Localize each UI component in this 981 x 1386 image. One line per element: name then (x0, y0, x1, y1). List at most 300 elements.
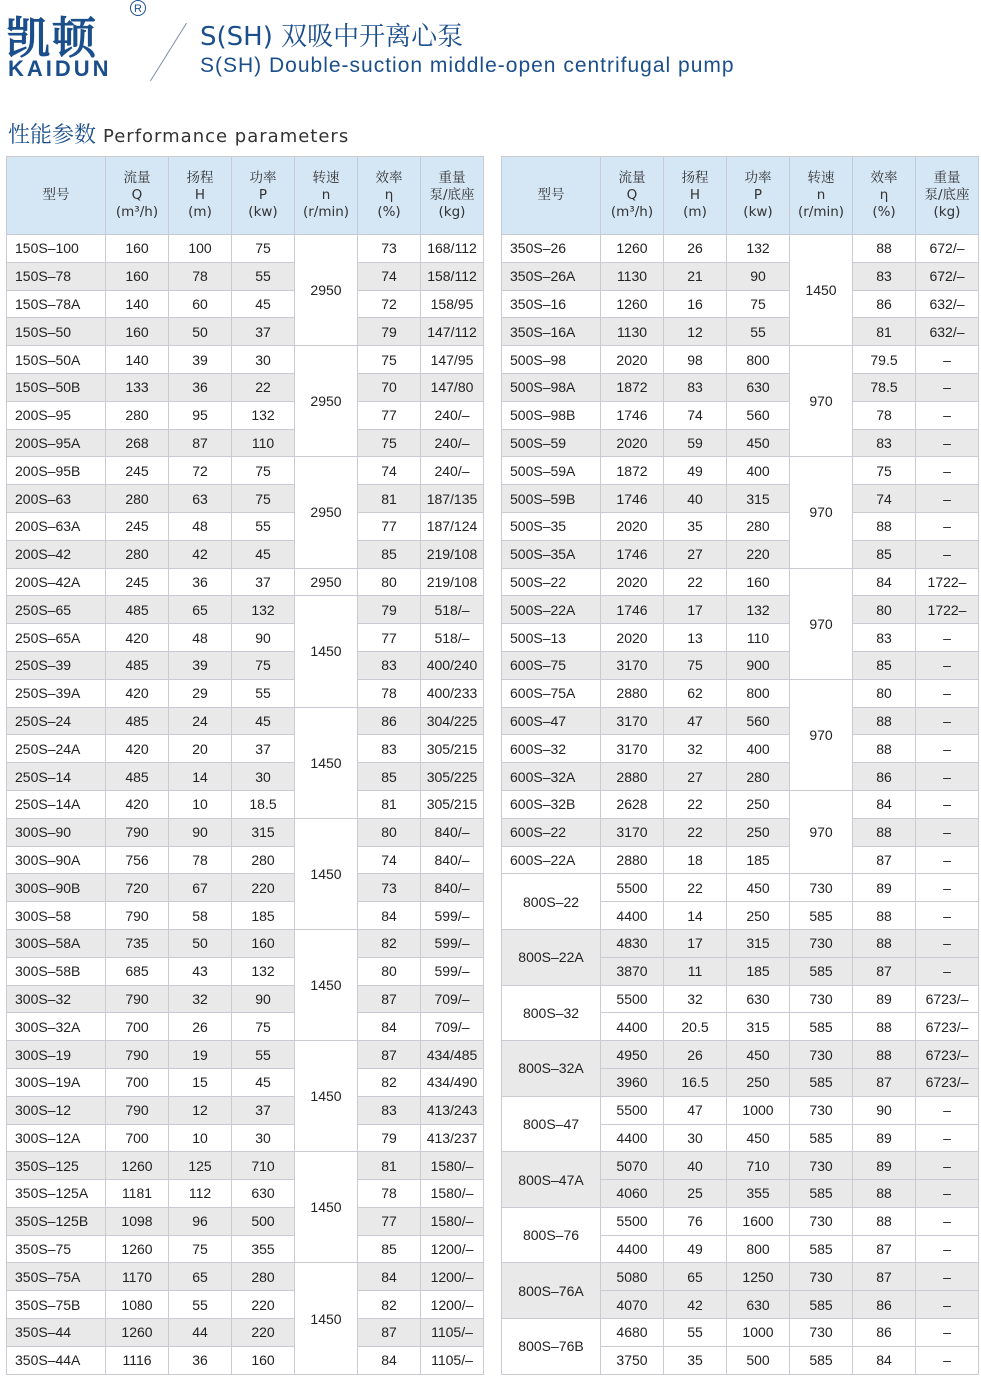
power-cell: 315 (232, 818, 295, 846)
power-cell: 75 (727, 290, 790, 318)
column-header-flow: 流量 Q (m³/h) (106, 157, 169, 235)
column-header-weight: 重量 泵/底座 (kg) (916, 157, 979, 235)
flow-cell: 268 (106, 429, 169, 457)
table-row (502, 512, 979, 540)
weight-cell: – (916, 373, 979, 401)
head-cell: 72 (169, 457, 232, 485)
model-cell: 350S–26 (502, 235, 601, 263)
speed-cell: 585 (790, 1180, 853, 1208)
weight-cell: 6723/– (916, 985, 979, 1013)
flow-cell: 790 (106, 818, 169, 846)
head-cell: 24 (169, 707, 232, 735)
table-row (502, 763, 979, 791)
weight-cell: 147/95 (421, 346, 484, 374)
weight-cell: 599/– (421, 929, 484, 957)
power-cell: 250 (727, 790, 790, 818)
power-cell: 75 (232, 235, 295, 263)
power-cell: 280 (232, 1263, 295, 1291)
efficiency-cell: 78 (358, 1180, 421, 1208)
efficiency-cell: 88 (853, 235, 916, 263)
weight-cell: – (916, 1180, 979, 1208)
weight-cell: 400/240 (421, 651, 484, 679)
efficiency-cell: 89 (853, 1124, 916, 1152)
table-row (7, 429, 484, 457)
head-cell: 39 (169, 651, 232, 679)
head-cell: 32 (664, 735, 727, 763)
head-cell: 15 (169, 1068, 232, 1096)
head-cell: 26 (664, 1041, 727, 1069)
flow-cell: 5500 (601, 1096, 664, 1124)
efficiency-cell: 87 (358, 985, 421, 1013)
power-cell: 450 (727, 429, 790, 457)
head-cell: 30 (664, 1124, 727, 1152)
table-row (7, 512, 484, 540)
weight-cell: 413/243 (421, 1096, 484, 1124)
divider-slash (150, 23, 187, 81)
flow-cell: 280 (106, 540, 169, 568)
model-cell: 800S–47A (502, 1152, 601, 1208)
weight-cell: – (916, 624, 979, 652)
head-cell: 47 (664, 707, 727, 735)
power-cell: 450 (727, 1041, 790, 1069)
efficiency-cell: 74 (853, 485, 916, 513)
flow-cell: 420 (106, 624, 169, 652)
efficiency-cell: 80 (358, 568, 421, 596)
flow-cell: 160 (106, 262, 169, 290)
power-cell: 75 (232, 485, 295, 513)
head-cell: 16 (664, 290, 727, 318)
flow-cell: 790 (106, 985, 169, 1013)
weight-cell: 599/– (421, 902, 484, 930)
model-cell: 250S–14A (7, 790, 106, 818)
model-cell: 350S–125 (7, 1152, 106, 1180)
speed-cell: 1450 (790, 235, 853, 346)
speed-cell: 730 (790, 1263, 853, 1291)
head-cell: 49 (664, 1235, 727, 1263)
head-cell: 59 (664, 429, 727, 457)
table-row (7, 1124, 484, 1152)
head-cell: 42 (169, 540, 232, 568)
weight-cell: – (916, 929, 979, 957)
weight-cell: – (916, 735, 979, 763)
table-row (7, 763, 484, 791)
table-row (502, 596, 979, 624)
speed-cell: 2950 (295, 346, 358, 457)
weight-cell: 599/– (421, 957, 484, 985)
speed-cell: 1450 (295, 818, 358, 929)
head-cell: 35 (664, 512, 727, 540)
model-cell: 350S–16 (502, 290, 601, 318)
head-cell: 12 (664, 318, 727, 346)
weight-cell: 187/135 (421, 485, 484, 513)
section-title (8, 118, 349, 149)
power-cell: 110 (232, 429, 295, 457)
flow-cell: 756 (106, 846, 169, 874)
flow-cell: 1746 (601, 485, 664, 513)
efficiency-cell: 82 (358, 1291, 421, 1319)
efficiency-cell: 79 (358, 596, 421, 624)
weight-cell: 1580/– (421, 1152, 484, 1180)
flow-cell: 3170 (601, 707, 664, 735)
table-row (502, 1096, 979, 1124)
flow-cell: 2020 (601, 624, 664, 652)
model-cell: 150S–100 (7, 235, 106, 263)
efficiency-cell: 84 (853, 1346, 916, 1374)
weight-cell: – (916, 874, 979, 902)
head-cell: 36 (169, 1346, 232, 1374)
efficiency-cell: 81 (358, 1152, 421, 1180)
power-cell: 250 (727, 902, 790, 930)
efficiency-cell: 73 (358, 235, 421, 263)
head-cell: 17 (664, 596, 727, 624)
power-cell: 400 (727, 457, 790, 485)
table-row (7, 679, 484, 707)
model-cell: 800S–47 (502, 1096, 601, 1152)
table-row (502, 790, 979, 818)
model-cell: 800S–32A (502, 1041, 601, 1097)
model-cell: 300S–90B (7, 874, 106, 902)
power-cell: 55 (232, 512, 295, 540)
flow-cell: 245 (106, 457, 169, 485)
speed-cell: 970 (790, 568, 853, 679)
weight-cell: 219/108 (421, 568, 484, 596)
weight-cell: 840/– (421, 874, 484, 902)
speed-cell: 730 (790, 929, 853, 957)
weight-cell: 1200/– (421, 1291, 484, 1319)
table-row (7, 568, 484, 596)
efficiency-cell: 89 (853, 985, 916, 1013)
weight-cell: – (916, 429, 979, 457)
power-cell: 55 (232, 679, 295, 707)
efficiency-cell: 89 (853, 1152, 916, 1180)
efficiency-cell: 73 (358, 874, 421, 902)
efficiency-cell: 77 (358, 624, 421, 652)
weight-cell: 840/– (421, 818, 484, 846)
head-cell: 10 (169, 1124, 232, 1152)
flow-cell: 700 (106, 1068, 169, 1096)
power-cell: 160 (727, 568, 790, 596)
flow-cell: 4680 (601, 1319, 664, 1347)
table-row (502, 290, 979, 318)
head-cell: 19 (169, 1041, 232, 1069)
model-cell: 300S–32 (7, 985, 106, 1013)
power-cell: 132 (232, 957, 295, 985)
power-cell: 355 (727, 1180, 790, 1208)
registered-mark-icon: R (130, 0, 146, 16)
flow-cell: 1746 (601, 596, 664, 624)
head-cell: 26 (664, 235, 727, 263)
column-header-weight: 重量 泵/底座 (kg) (421, 157, 484, 235)
table-row (502, 874, 979, 902)
table-row (7, 929, 484, 957)
performance-table-left (6, 156, 484, 1375)
table-row (7, 1041, 484, 1069)
efficiency-cell: 75 (358, 429, 421, 457)
flow-cell: 133 (106, 373, 169, 401)
model-cell: 300S–58 (7, 902, 106, 930)
power-cell: 500 (727, 1346, 790, 1374)
flow-cell: 4070 (601, 1291, 664, 1319)
model-cell: 300S–12A (7, 1124, 106, 1152)
weight-cell: – (916, 1319, 979, 1347)
flow-cell: 4060 (601, 1180, 664, 1208)
model-cell: 350S–75A (7, 1263, 106, 1291)
head-cell: 96 (169, 1207, 232, 1235)
flow-cell: 4950 (601, 1041, 664, 1069)
power-cell: 185 (232, 902, 295, 930)
table-row (502, 1263, 979, 1291)
flow-cell: 3170 (601, 735, 664, 763)
flow-cell: 5500 (601, 985, 664, 1013)
weight-cell: – (916, 512, 979, 540)
weight-cell: 413/237 (421, 1124, 484, 1152)
efficiency-cell: 80 (853, 679, 916, 707)
model-cell: 350S–75 (7, 1235, 106, 1263)
weight-cell: 240/– (421, 401, 484, 429)
weight-cell: – (916, 707, 979, 735)
head-cell: 55 (169, 1291, 232, 1319)
model-cell: 500S–22 (502, 568, 601, 596)
model-cell: 800S–76 (502, 1207, 601, 1263)
weight-cell: 158/112 (421, 262, 484, 290)
speed-cell: 585 (790, 1013, 853, 1041)
flow-cell: 4400 (601, 902, 664, 930)
head-cell: 74 (664, 401, 727, 429)
table-row (7, 1180, 484, 1208)
efficiency-cell: 78 (853, 401, 916, 429)
efficiency-cell: 70 (358, 373, 421, 401)
power-cell: 500 (232, 1207, 295, 1235)
model-cell: 350S–26A (502, 262, 601, 290)
weight-cell: 434/490 (421, 1068, 484, 1096)
model-cell: 800S–32 (502, 985, 601, 1041)
table-row (7, 818, 484, 846)
head-cell: 27 (664, 763, 727, 791)
power-cell: 315 (727, 929, 790, 957)
flow-cell: 3870 (601, 957, 664, 985)
efficiency-cell: 74 (358, 262, 421, 290)
speed-cell: 1450 (295, 707, 358, 818)
power-cell: 800 (727, 679, 790, 707)
speed-cell: 1450 (295, 1263, 358, 1374)
flow-cell: 2880 (601, 846, 664, 874)
flow-cell: 4400 (601, 1013, 664, 1041)
weight-cell: – (916, 457, 979, 485)
weight-cell: – (916, 957, 979, 985)
flow-cell: 5500 (601, 874, 664, 902)
table-row (7, 1319, 484, 1347)
head-cell: 20.5 (664, 1013, 727, 1041)
efficiency-cell: 88 (853, 1207, 916, 1235)
model-cell: 250S–39A (7, 679, 106, 707)
table-row (7, 290, 484, 318)
flow-cell: 485 (106, 707, 169, 735)
head-cell: 78 (169, 846, 232, 874)
power-cell: 132 (232, 596, 295, 624)
head-cell: 83 (664, 373, 727, 401)
head-cell: 112 (169, 1180, 232, 1208)
flow-cell: 140 (106, 290, 169, 318)
power-cell: 560 (727, 707, 790, 735)
power-cell: 900 (727, 651, 790, 679)
power-cell: 45 (232, 540, 295, 568)
power-cell: 132 (727, 596, 790, 624)
efficiency-cell: 88 (853, 1013, 916, 1041)
column-header-eff: 效率 η (%) (853, 157, 916, 235)
power-cell: 1000 (727, 1096, 790, 1124)
weight-cell: 305/215 (421, 790, 484, 818)
weight-cell: 168/112 (421, 235, 484, 263)
flow-cell: 700 (106, 1124, 169, 1152)
efficiency-cell: 84 (358, 1263, 421, 1291)
flow-cell: 485 (106, 763, 169, 791)
weight-cell: – (916, 1152, 979, 1180)
speed-cell: 585 (790, 1124, 853, 1152)
speed-cell: 585 (790, 902, 853, 930)
model-cell: 200S–95 (7, 401, 106, 429)
weight-cell: 187/124 (421, 512, 484, 540)
table-row (502, 262, 979, 290)
head-cell: 78 (169, 262, 232, 290)
efficiency-cell: 83 (358, 1096, 421, 1124)
weight-cell: – (916, 1291, 979, 1319)
weight-cell: 672/– (916, 262, 979, 290)
table-row (7, 957, 484, 985)
efficiency-cell: 87 (853, 846, 916, 874)
weight-cell: 709/– (421, 985, 484, 1013)
weight-cell: 840/– (421, 846, 484, 874)
table-row (502, 1319, 979, 1347)
weight-cell: – (916, 401, 979, 429)
efficiency-cell: 88 (853, 818, 916, 846)
head-cell: 58 (169, 902, 232, 930)
table-row (502, 401, 979, 429)
head-cell: 55 (664, 1319, 727, 1347)
speed-cell: 585 (790, 1291, 853, 1319)
model-cell: 500S–98 (502, 346, 601, 374)
head-cell: 60 (169, 290, 232, 318)
table-row (7, 235, 484, 263)
power-cell: 75 (232, 457, 295, 485)
head-cell: 62 (664, 679, 727, 707)
head-cell: 75 (664, 651, 727, 679)
flow-cell: 1746 (601, 401, 664, 429)
column-header-power: 功率 P (kw) (727, 157, 790, 235)
power-cell: 45 (232, 707, 295, 735)
head-cell: 29 (169, 679, 232, 707)
efficiency-cell: 80 (853, 596, 916, 624)
head-cell: 22 (664, 874, 727, 902)
flow-cell: 2880 (601, 679, 664, 707)
table-row (7, 1291, 484, 1319)
efficiency-cell: 81 (358, 485, 421, 513)
power-cell: 55 (727, 318, 790, 346)
flow-cell: 245 (106, 512, 169, 540)
efficiency-cell: 74 (358, 457, 421, 485)
head-cell: 40 (664, 485, 727, 513)
model-cell: 600S–22 (502, 818, 601, 846)
power-cell: 315 (727, 485, 790, 513)
model-cell: 600S–32A (502, 763, 601, 791)
efficiency-cell: 85 (853, 540, 916, 568)
speed-cell: 585 (790, 957, 853, 985)
flow-cell: 2020 (601, 429, 664, 457)
weight-cell: 304/225 (421, 707, 484, 735)
weight-cell: – (916, 651, 979, 679)
efficiency-cell: 74 (358, 846, 421, 874)
head-cell: 18 (664, 846, 727, 874)
speed-cell: 730 (790, 1152, 853, 1180)
table-row (7, 1207, 484, 1235)
power-cell: 160 (232, 1346, 295, 1374)
weight-cell: 1200/– (421, 1263, 484, 1291)
speed-cell: 730 (790, 1041, 853, 1069)
model-cell: 500S–59 (502, 429, 601, 457)
brand-logo: 凯顿 (6, 13, 98, 64)
power-cell: 400 (727, 735, 790, 763)
weight-cell: 434/485 (421, 1041, 484, 1069)
table-row (7, 457, 484, 485)
model-cell: 250S–24 (7, 707, 106, 735)
weight-cell: 147/80 (421, 373, 484, 401)
flow-cell: 245 (106, 568, 169, 596)
efficiency-cell: 89 (853, 874, 916, 902)
head-cell: 22 (664, 568, 727, 596)
model-cell: 150S–50 (7, 318, 106, 346)
weight-cell: 1200/– (421, 1235, 484, 1263)
power-cell: 450 (727, 1124, 790, 1152)
model-cell: 300S–12 (7, 1096, 106, 1124)
model-cell: 800S–22 (502, 874, 601, 930)
speed-cell: 585 (790, 1235, 853, 1263)
head-cell: 40 (664, 1152, 727, 1180)
table-row (502, 568, 979, 596)
weight-cell: 400/233 (421, 679, 484, 707)
head-cell: 14 (169, 763, 232, 791)
flow-cell: 485 (106, 651, 169, 679)
flow-cell: 420 (106, 735, 169, 763)
speed-cell: 730 (790, 874, 853, 902)
section-title-cn: 性能参数 (8, 123, 97, 148)
flow-cell: 140 (106, 346, 169, 374)
model-cell: 250S–39 (7, 651, 106, 679)
head-cell: 26 (169, 1013, 232, 1041)
efficiency-cell: 87 (853, 957, 916, 985)
power-cell: 37 (232, 735, 295, 763)
model-cell: 800S–22A (502, 929, 601, 985)
power-cell: 315 (727, 1013, 790, 1041)
power-cell: 220 (727, 540, 790, 568)
power-cell: 280 (727, 763, 790, 791)
efficiency-cell: 88 (853, 1041, 916, 1069)
efficiency-cell: 86 (853, 1291, 916, 1319)
table-row (7, 1263, 484, 1291)
weight-cell: 1105/– (421, 1346, 484, 1374)
model-cell: 150S–50A (7, 346, 106, 374)
flow-cell: 1130 (601, 318, 664, 346)
head-cell: 65 (169, 1263, 232, 1291)
efficiency-cell: 86 (853, 763, 916, 791)
flow-cell: 2628 (601, 790, 664, 818)
model-cell: 150S–50B (7, 373, 106, 401)
efficiency-cell: 77 (358, 512, 421, 540)
efficiency-cell: 79 (358, 1124, 421, 1152)
column-header-head: 扬程 H (m) (664, 157, 727, 235)
head-cell: 39 (169, 346, 232, 374)
weight-cell: – (916, 1235, 979, 1263)
efficiency-cell: 83 (853, 429, 916, 457)
efficiency-cell: 80 (358, 957, 421, 985)
